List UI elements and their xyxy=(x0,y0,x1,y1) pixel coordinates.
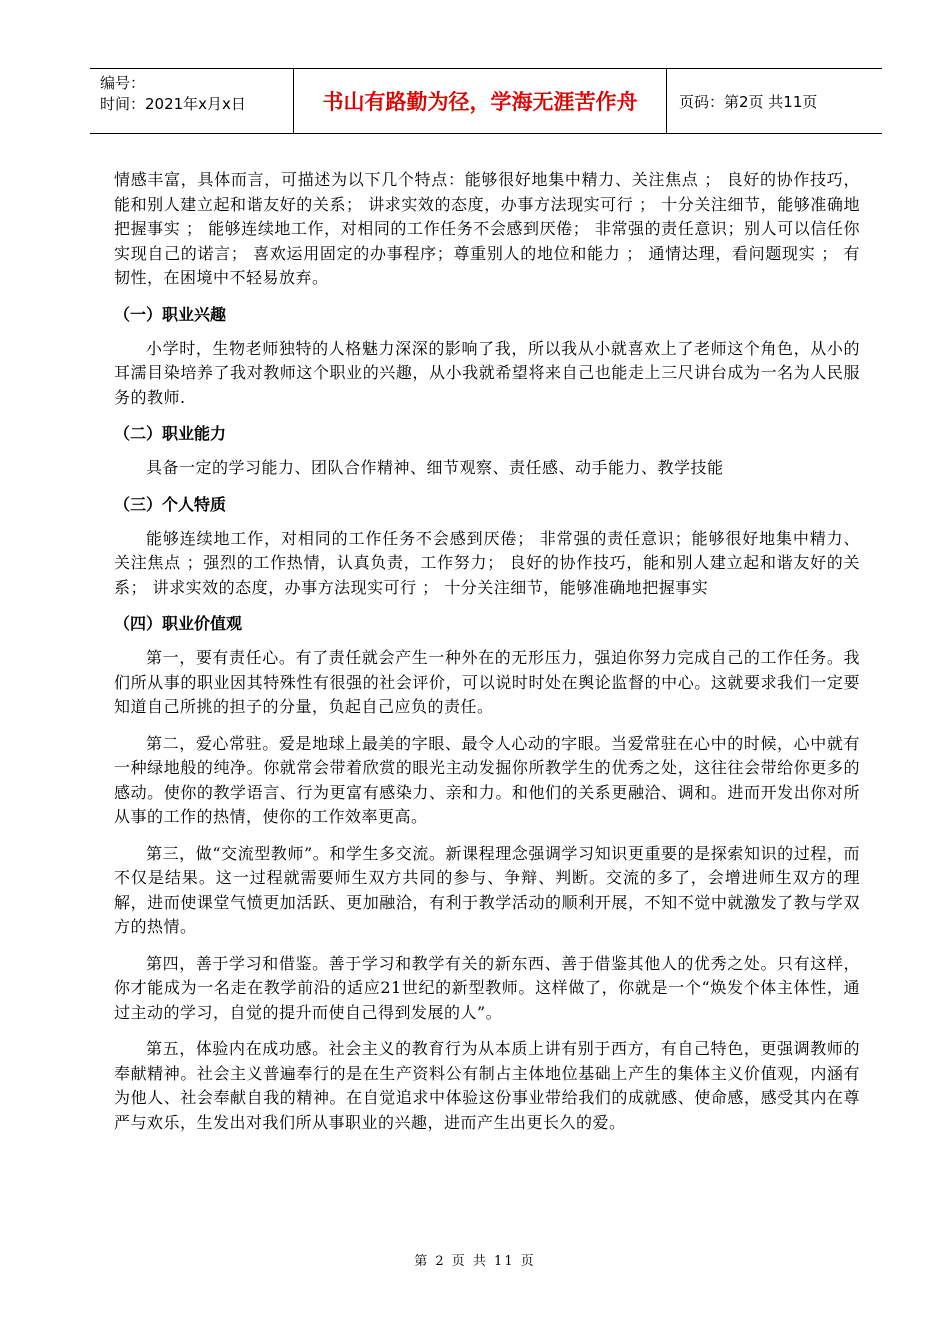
paragraph: 第二，爱心常驻。爱是地球上最美的字眼、最令人心动的字眼。当爱常驻在心中的时候，心中就有一种绿地般的纯净。你就常会带着欣赏的眼光主动发掘你所教学生的优秀之处，这往往会带给你更多的感动。使你的教学语言、行为更富有感染力、亲和力。和他们的关系更融洽、调和。进而开发出你对所从事的工作的热情，使你的工作效率更高。 xyxy=(114,733,860,826)
page-footer: 第 2 页 共 11 页 xyxy=(414,1254,536,1269)
section-title-traits: （三）个人特质 xyxy=(114,494,227,514)
section-title-values: （四）职业价值观 xyxy=(114,614,243,633)
intro-paragraph: 情感丰富，具体而言，可描述为以下几个特点：能够很好地集中精力、关注焦点 ； 良好的协作技巧，能和别人建立起和谐友好的关系； 讲求实效的态度，办事方法现实可行 ； 十分关注细节，能够准确地把握事实 ； 能够连续地工作，对相同的工作任务不会感到厌倦； 非常强的责任意识；别人可以信任你实现自己的诺言； 喜欢运用固定的办事程序；尊重别人的地位和能力 ； 通情达理，看问题现实 ； 有韧性，在困境中不轻易放弃。 xyxy=(114,170,860,287)
paragraph: 第一，要有责任心。有了责任就会产生一种外在的无形压力，强迫你努力完成自己的工作任务。我们所从事的职业因其特殊性有很强的社会评价，可以说时时处在舆论监督的中心。这就要求我们一定要知道自己所挑的担子的分量，负起自己应负的责任。 xyxy=(114,648,860,716)
paragraph: 小学时，生物老师独特的人格魅力深深的影响了我，所以我从小就喜欢上了老师这个角色，从小的耳濡目染培养了我对教师这个职业的兴趣，从小我就希望将来自己也能走上三尺讲台成为一名为人民服务的教师. xyxy=(114,338,860,407)
serial-label: 编号： xyxy=(100,74,146,92)
header-meta xyxy=(90,69,294,133)
section-title-interest: （一）职业兴趣 xyxy=(114,304,227,324)
paragraph: 能够连续地工作，对相同的工作任务不会感到厌倦； 非常强的责任意识；能够很好地集中精力、关注焦点 ；强烈的工作热情，认真负责，工作努力； 良好的协作技巧，能和别人建立起和谐友好的关系； 讲求实效的态度，办事方法现实可行 ； 十分关注细节，能够准确地把握事实 xyxy=(114,528,860,597)
header-page-label: 页码：第2页 共11页 xyxy=(679,92,818,111)
paragraph: 具备一定的学习能力、团队合作精神、细节观察、责任感、动手能力、教学技能 xyxy=(146,458,724,477)
paragraph: 第四，善于学习和借鉴。善于学习和教学有关的新东西、善于借鉴其他人的优秀之处。只有这样，你才能成为一名走在教学前沿的适应21世纪的新型教师。这样做了，你就是一个“焕发个体主体性，通过主动的学习，自觉的提升而使自己得到发展的人”。 xyxy=(114,953,860,1022)
section-title-ability: （二）职业能力 xyxy=(114,424,227,443)
page-header xyxy=(90,68,882,134)
paragraph: 第三，做“交流型教师”。和学生多交流。新课程理念强调学习知识更重要的是探索知识的过程，而不仅是结果。这一过程就需要师生双方共同的参与、争辩、判断。交流的多了，会增进师生双方的理解，进而使课堂气愤更加活跃、更加融洽，有利于教学活动的顺利开展，不知不觉中就激发了教与学双方的热情。 xyxy=(114,843,860,936)
header-motto: 书山有路勤为径，学海无涯苦作舟 xyxy=(294,69,667,133)
paragraph: 第五，体验内在成功感。社会主义的教育行为从本质上讲有别于西方，有自己特色，更强调教师的奉献精神。社会主义普遍奉行的是在生产资料公有制占主体地位基础上产生的集体主义价值观，内涵有为他人、社会奉献自我的精神。在自觉追求中体验这份事业带给我们的成就感、使命感，感受其内在尊严与欢乐，生发出对我们所从事职业的兴趣，进而产生出更长久的爱。 xyxy=(114,1039,860,1132)
document-body xyxy=(114,168,860,1147)
time-label: 时间：2021年x月x日 xyxy=(100,95,246,113)
